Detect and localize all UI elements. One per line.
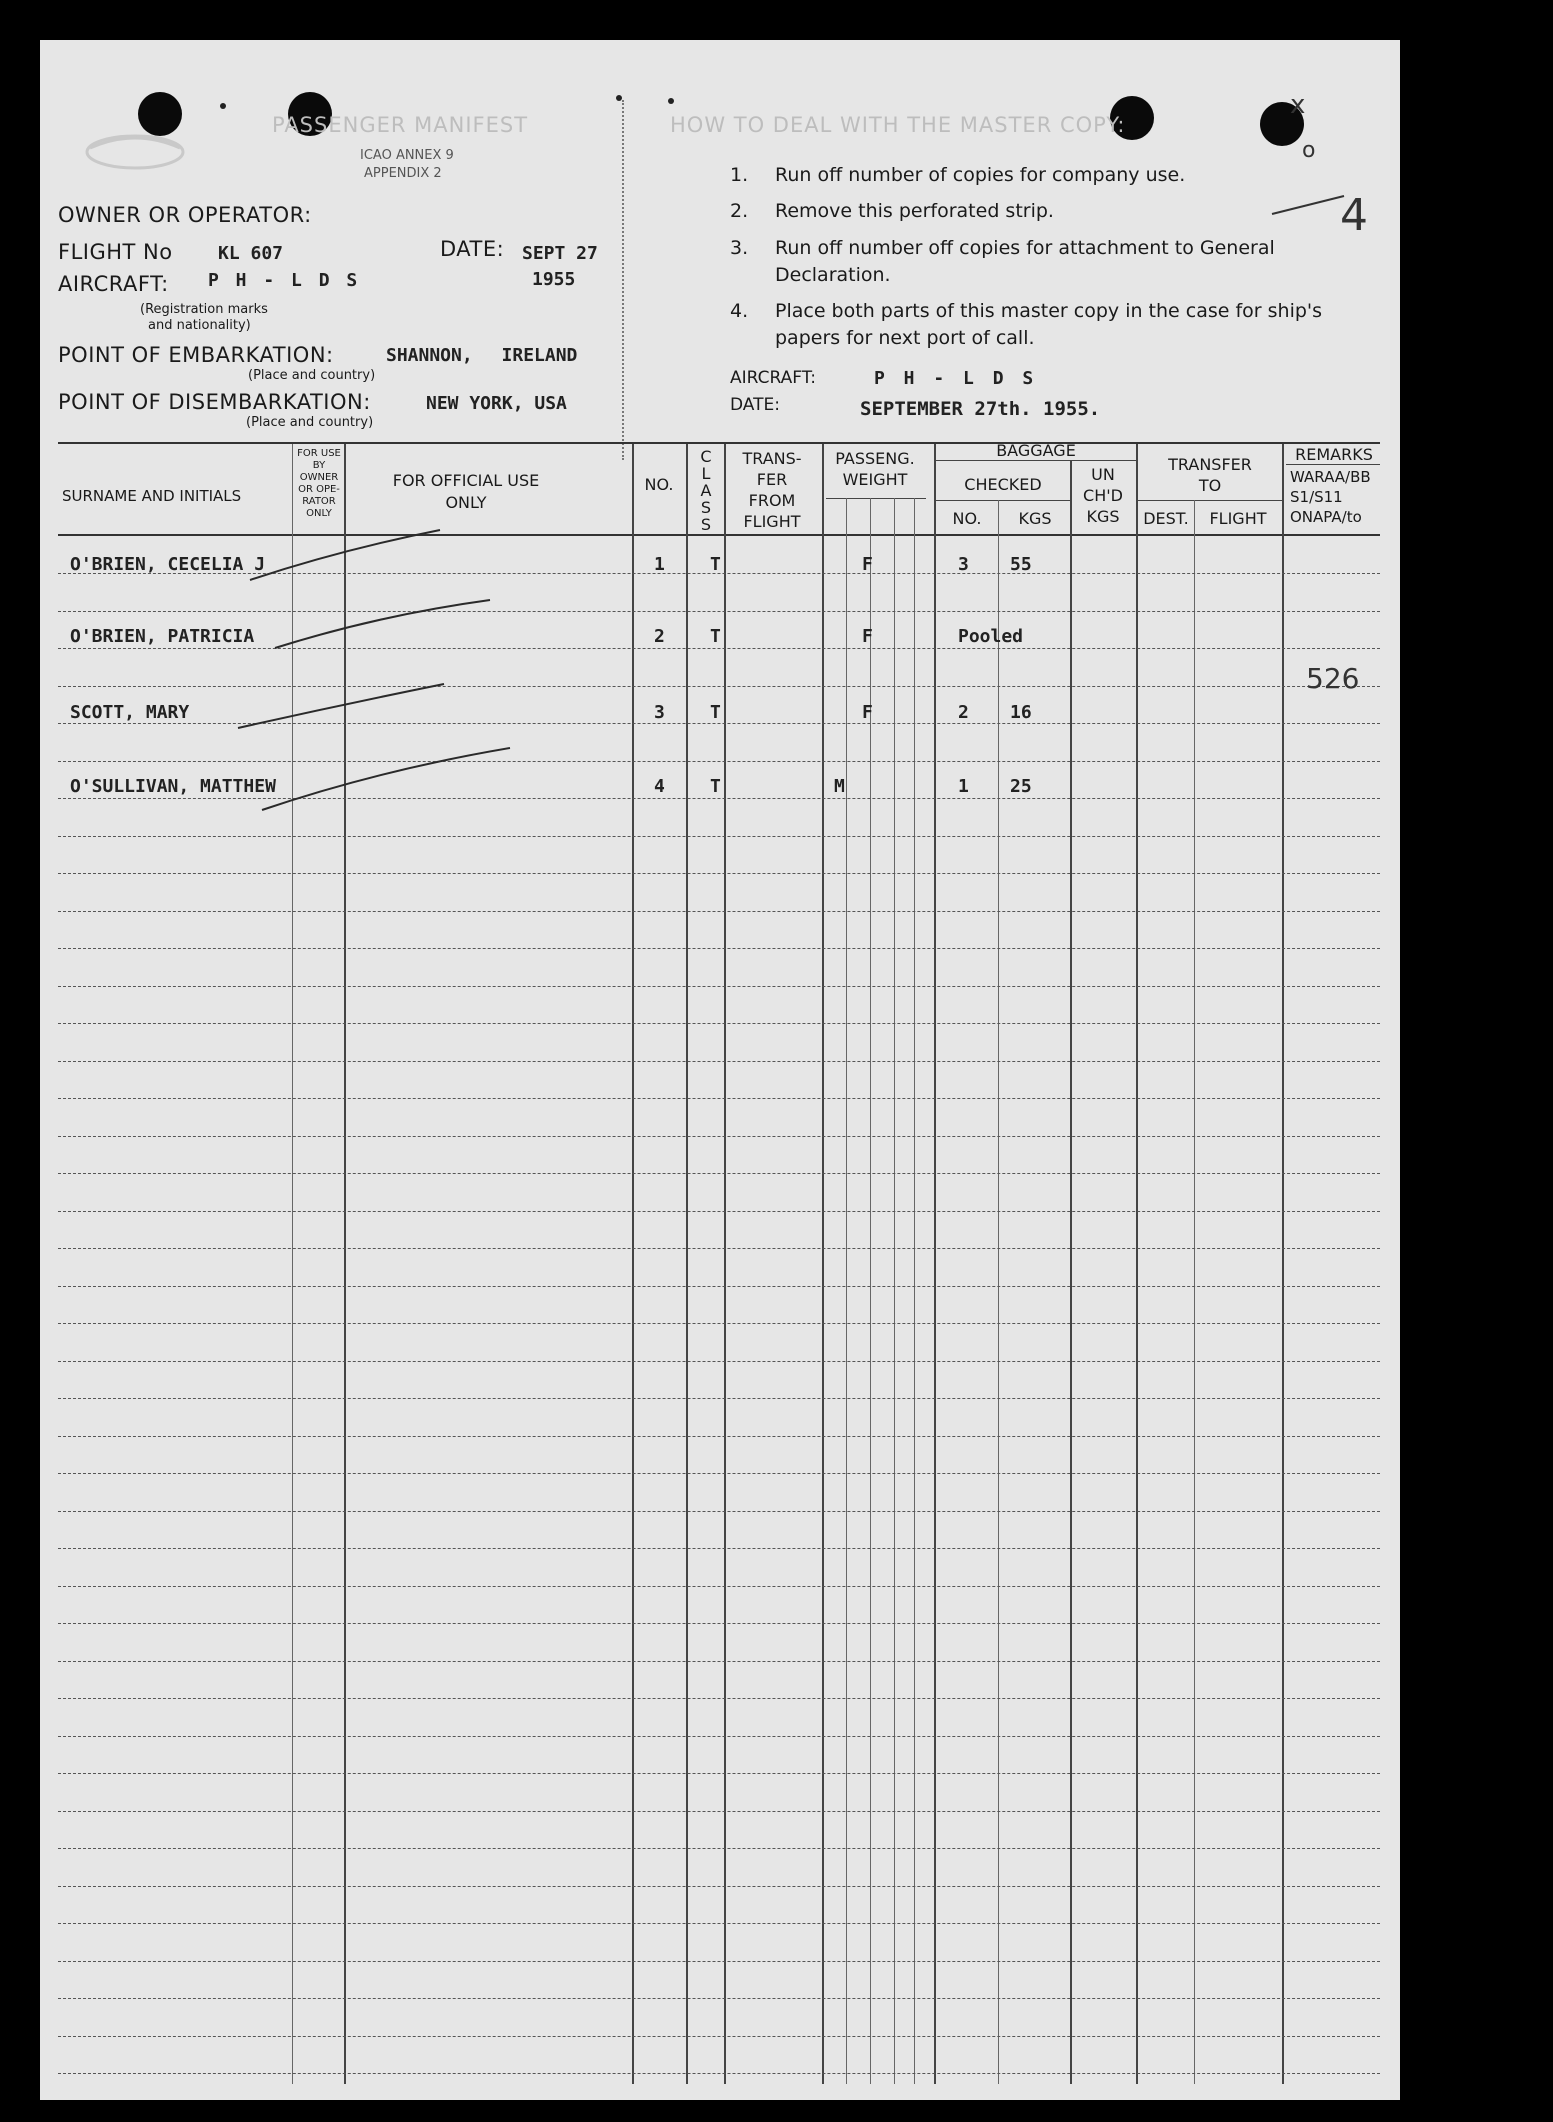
col-transfer-to-1: TRANSFER [1168,455,1252,474]
passenger-no-4: 4 [654,776,665,797]
instruction-text-2: Remove this perforated strip. [775,200,1054,222]
col-transfer-from-1: TRANS- [742,449,802,468]
row-rule [58,1323,1380,1324]
row-rule [58,1248,1380,1249]
instructions-heading: HOW TO DEAL WITH THE MASTER COPY: [670,113,1126,137]
passenger-name-4: O'SULLIVAN, MATTHEW [70,776,276,797]
row-rule [58,1698,1380,1699]
passenger-name-1: O'BRIEN, CECELIA J [70,554,266,575]
col-remarks-sub-2: S1/S11 [1290,488,1343,506]
passenger-weight-4: M [834,776,845,797]
col-weight-2: WEIGHT [842,470,908,489]
col-for-use-3: OWNER [299,472,339,483]
row-rule [58,1586,1380,1587]
col-official-1: FOR OFFICIAL USE [392,471,540,490]
row-rule [58,1173,1380,1174]
embarkation-value: SHANNON, IRELAND [386,345,578,366]
instr-aircraft-value: P H - L D S [874,368,1038,389]
col-unchd-1: UN [1091,465,1115,484]
handwritten-strokes [40,40,1400,940]
instruction-text-3b: Declaration. [775,264,891,286]
instr-date-label: DATE: [730,395,780,415]
corner-mark-o: o [1302,138,1316,163]
row-rule [58,1023,1380,1024]
col-flight: FLIGHT [1209,509,1267,528]
manifest-sheet [40,40,1400,2100]
date-label: DATE: [440,237,505,261]
passenger-no-1: 1 [654,554,665,575]
col-for-use-2: BY [312,460,326,471]
row-rule [58,1998,1380,1999]
col-no: NO. [644,475,674,494]
corner-mark-x: x [1290,90,1306,120]
passenger-class-3: T [710,702,721,723]
passenger-pooled-2: Pooled [958,626,1024,647]
passenger-weight-1: F [862,554,873,575]
passenger-bag-no-4: 1 [958,776,969,797]
col-for-use-6: ONLY [306,508,332,519]
col-for-use-1: FOR USE [297,448,341,459]
disembarkation-value: NEW YORK, USA [426,393,567,414]
row-rule [58,986,1380,987]
passenger-bag-kgs-3: 16 [1010,702,1032,723]
passenger-bag-kgs-1: 55 [1010,554,1032,575]
instruction-num-4: 4. [730,300,749,322]
col-unchd-3: KGS [1086,507,1120,526]
place-note-2: (Place and country) [246,415,374,430]
place-note-1: (Place and country) [248,368,376,383]
passenger-no-2: 2 [654,626,665,647]
passenger-no-3: 3 [654,702,665,723]
disembarkation-label: POINT OF DISEMBARKATION: [58,390,371,414]
passenger-weight-3: F [862,702,873,723]
instruction-num-1: 1. [730,164,749,186]
col-transfer-from-4: FLIGHT [743,512,801,531]
passenger-class-4: T [710,776,721,797]
row-rule [58,948,1380,949]
col-surname: SURNAME AND INITIALS [62,487,242,505]
col-class-3: A [700,481,712,500]
col-for-use-5: RATOR [302,496,336,507]
col-bag-no: NO. [952,509,982,528]
flight-value: KL 607 [218,243,284,264]
row-rule [58,1961,1380,1962]
instruction-num-3: 3. [730,237,749,259]
col-for-use-4: OR OPE- [298,484,340,495]
instruction-num-2: 2. [730,200,749,222]
date-value-1: SEPT 27 [522,243,598,264]
col-remarks-sub-3: ONAPA/to [1290,508,1362,526]
flight-label: FLIGHT No [58,240,173,264]
passenger-class-1: T [710,554,721,575]
row-rule [58,1473,1380,1474]
aircraft-value: P H - L D S [208,270,361,291]
passenger-name-2: O'BRIEN, PATRICIA [70,626,255,647]
owner-label: OWNER OR OPERATOR: [58,203,312,227]
col-class-5: S [700,515,712,534]
passenger-bag-no-1: 3 [958,554,969,575]
row-rule [58,1136,1380,1137]
col-remarks: REMARKS [1295,445,1373,464]
col-baggage: BAGGAGE [996,441,1076,460]
col-transfer-to-2: TO [1198,476,1222,495]
instr-date-value: SEPTEMBER 27th. 1955. [860,398,1101,420]
form-subtitle-1: ICAO ANNEX 9 [360,148,454,163]
row-rule [58,1361,1380,1362]
instruction-text-3: Run off number off copies for attachment to General [775,237,1275,259]
col-transfer-from-3: FROM [748,491,796,510]
row-rule [58,1923,1380,1924]
row-rule [58,1661,1380,1662]
passenger-weight-2: F [862,626,873,647]
instruction-text-4: Place both parts of this master copy in the case for ship's [775,300,1323,322]
col-remarks-sub-1: WARAA/BB [1290,468,1371,486]
row-rule [58,1886,1380,1887]
passenger-bag-kgs-4: 25 [1010,776,1032,797]
row-rule [58,1773,1380,1774]
col-official-2: ONLY [445,493,487,512]
date-value-2: 1955 [532,269,576,290]
col-class-1: C [700,447,712,466]
embarkation-label: POINT OF EMBARKATION: [58,343,334,367]
passenger-name-3: SCOTT, MARY [70,702,190,723]
remarks-number: 526 [1306,662,1360,695]
col-class-2: L [701,464,711,483]
instruction-text-4b: papers for next port of call. [775,327,1035,349]
col-unchd-2: CH'D [1083,486,1123,505]
passenger-bag-no-3: 2 [958,702,969,723]
row-rule [58,1511,1380,1512]
row-rule [58,1436,1380,1437]
row-rule [58,1736,1380,1737]
form-subtitle-2: APPENDIX 2 [364,166,442,181]
col-transfer-from-2: FER [756,470,788,489]
col-class-4: S [700,498,712,517]
form-title: PASSENGER MANIFEST [272,113,529,137]
col-checked: CHECKED [964,475,1042,494]
col-weight-1: PASSENG. [835,449,915,468]
corner-mark-4: 4 [1340,190,1368,241]
row-rule [58,1398,1380,1399]
reg-note-2: and nationality) [148,318,251,333]
row-rule [58,2073,1380,2074]
row-rule [58,2036,1380,2037]
col-dest: DEST. [1143,509,1189,528]
passenger-class-2: T [710,626,721,647]
row-rule [58,1811,1380,1812]
row-rule [58,1061,1380,1062]
row-rule [58,1848,1380,1849]
row-rule [58,1623,1380,1624]
instruction-text-1: Run off number of copies for company use. [775,164,1186,186]
row-rule [58,1211,1380,1212]
instr-aircraft-label: AIRCRAFT: [730,368,816,388]
col-bag-kgs: KGS [1018,509,1052,528]
reg-note-1: (Registration marks [140,302,268,317]
row-rule [58,1548,1380,1549]
row-rule [58,1286,1380,1287]
aircraft-label: AIRCRAFT: [58,272,169,296]
row-rule [58,1098,1380,1099]
